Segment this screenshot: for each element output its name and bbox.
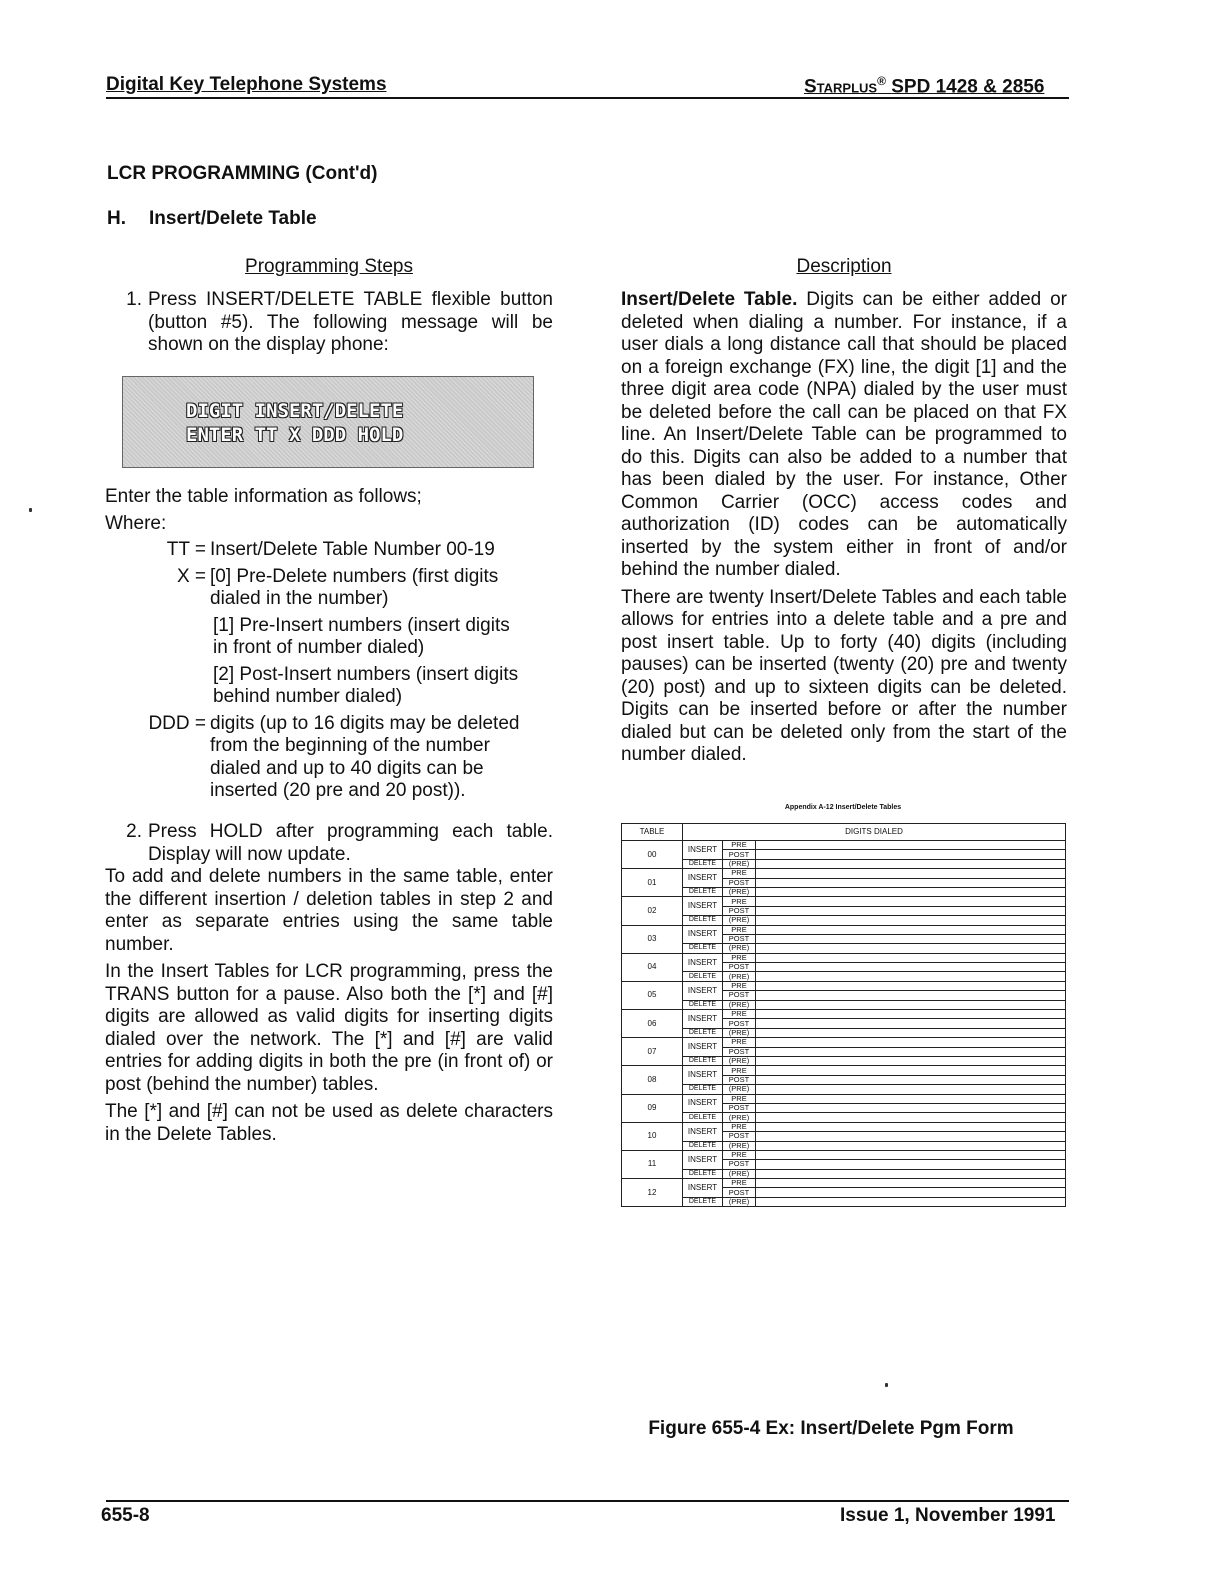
form-row-delete <box>622 1056 1066 1065</box>
step-1-number: 1. <box>126 289 142 310</box>
post-label: POST <box>723 1160 756 1169</box>
digits-entry[interactable] <box>756 1019 1066 1028</box>
insert-label: INSERT <box>683 897 723 916</box>
definitions-block <box>105 486 553 803</box>
description-heading: Description <box>796 256 892 277</box>
x-key: X = <box>176 565 206 587</box>
paragraph-insert-tables: In the Insert Tables for LCR programming, press the TRANS button for a pause. Also both the [*] and [#] digits are allowed as valid digits for inserting digits dialed over the network. The [*] and [#] are valid entries for adding digits in both the pre (in front of) or post (behind the number) tables. <box>105 961 553 1095</box>
pre-label: PRE <box>723 869 756 878</box>
table-number: 10 <box>622 1122 683 1150</box>
digits-entry[interactable] <box>756 963 1066 972</box>
step-1-text: Press INSERT/DELETE TABLE flexible button (button #5). The following message will be shown on the display phone: <box>148 289 553 355</box>
digits-entry[interactable] <box>756 906 1066 915</box>
form-row-pre <box>622 1094 1066 1103</box>
delete-label: DELETE <box>683 1197 723 1206</box>
digits-entry[interactable] <box>756 897 1066 906</box>
x-value-0: [0] Pre-Delete numbers (first digits dialed in the number) <box>210 565 499 609</box>
insert-label: INSERT <box>683 925 723 944</box>
header-model: SPD 1428 & 2856 <box>891 76 1045 98</box>
footer-rule <box>106 1500 1069 1502</box>
x-value-2: [2] Post-Insert numbers (insert digits behind number dialed) <box>213 663 519 707</box>
pre-label: PRE <box>723 981 756 990</box>
scan-mark <box>29 508 32 512</box>
form-row-pre <box>622 841 1066 850</box>
form-row-delete <box>622 916 1066 925</box>
description-paragraph-1 <box>621 289 1067 582</box>
scan-mark <box>885 1383 888 1387</box>
delete-label: DELETE <box>683 1085 723 1094</box>
insert-label: INSERT <box>683 1150 723 1169</box>
digits-entry[interactable] <box>756 1160 1066 1169</box>
step-1 <box>105 289 553 357</box>
lcd-line-2: ENTER TT X DDD HOLD <box>186 424 404 446</box>
pre-label: PRE <box>723 1094 756 1103</box>
delete-pre-label: (PRE) <box>723 916 756 925</box>
insert-label: INSERT <box>683 1179 723 1198</box>
header-right <box>804 74 1044 98</box>
digits-entry[interactable] <box>756 859 1066 868</box>
delete-label: DELETE <box>683 1056 723 1065</box>
digits-entry[interactable] <box>756 981 1066 990</box>
table-column-header: TABLE <box>622 824 683 841</box>
delete-label: DELETE <box>683 887 723 896</box>
delete-label: DELETE <box>683 944 723 953</box>
post-label: POST <box>723 850 756 859</box>
form-row-delete <box>622 887 1066 896</box>
form-row-pre <box>622 1066 1066 1075</box>
digits-entry[interactable] <box>756 1132 1066 1141</box>
post-label: POST <box>723 1188 756 1197</box>
digits-entry[interactable] <box>756 869 1066 878</box>
digits-entry[interactable] <box>756 944 1066 953</box>
header-left: Digital Key Telephone Systems <box>106 74 387 95</box>
digits-entry[interactable] <box>756 1038 1066 1047</box>
form-row-delete <box>622 859 1066 868</box>
pre-label: PRE <box>723 953 756 962</box>
pre-label: PRE <box>723 1122 756 1131</box>
delete-label: DELETE <box>683 1169 723 1178</box>
pre-label: PRE <box>723 841 756 850</box>
delete-pre-label: (PRE) <box>723 859 756 868</box>
delete-pre-label: (PRE) <box>723 1000 756 1009</box>
insert-delete-form-table <box>621 823 1066 1207</box>
delete-pre-label: (PRE) <box>723 1141 756 1150</box>
post-label: POST <box>723 878 756 887</box>
form-row-pre <box>622 953 1066 962</box>
display-phone-lcd <box>122 376 534 468</box>
x-value-1: [1] Pre-Insert numbers (insert digits in front of number dialed) <box>213 614 510 658</box>
pre-label: PRE <box>723 1038 756 1047</box>
delete-label: DELETE <box>683 916 723 925</box>
table-number: 08 <box>622 1066 683 1094</box>
pre-label: PRE <box>723 1010 756 1019</box>
post-label: POST <box>723 991 756 1000</box>
form-row-pre <box>622 1150 1066 1159</box>
delete-pre-label: (PRE) <box>723 887 756 896</box>
delete-label: DELETE <box>683 1141 723 1150</box>
header-brand: Starplus <box>804 76 878 98</box>
table-number: 01 <box>622 869 683 897</box>
digits-entry[interactable] <box>756 1122 1066 1131</box>
header-rule <box>106 97 1069 99</box>
paragraph-delete-tables: The [*] and [#] can not be used as delete characters in the Delete Tables. <box>105 1101 553 1145</box>
table-number: 05 <box>622 981 683 1009</box>
digits-entry[interactable] <box>756 1113 1066 1122</box>
insert-label: INSERT <box>683 1066 723 1085</box>
registered-mark: ® <box>877 74 886 88</box>
pre-label: PRE <box>723 1150 756 1159</box>
delete-pre-label: (PRE) <box>723 944 756 953</box>
delete-pre-label: (PRE) <box>723 1197 756 1206</box>
step-2-text: Press HOLD after programming each table. Display will now update. <box>148 821 553 865</box>
form-row-delete <box>622 944 1066 953</box>
digits-entry[interactable] <box>756 953 1066 962</box>
post-label: POST <box>723 1103 756 1112</box>
table-number: 12 <box>622 1179 683 1207</box>
digits-entry[interactable] <box>756 1179 1066 1188</box>
subsection-name: Insert/Delete Table <box>149 208 317 229</box>
insert-label: INSERT <box>683 1010 723 1029</box>
x-definition <box>105 566 553 611</box>
programming-steps-heading: Programming Steps <box>245 256 413 277</box>
insert-label: INSERT <box>683 1038 723 1057</box>
table-number: 07 <box>622 1038 683 1066</box>
delete-pre-label: (PRE) <box>723 1113 756 1122</box>
post-label: POST <box>723 963 756 972</box>
table-number: 03 <box>622 925 683 953</box>
enter-info-text: Enter the table information as follows; <box>105 486 422 507</box>
left-paragraphs <box>105 866 553 1146</box>
digits-entry[interactable] <box>756 850 1066 859</box>
footer-page-number: 655-8 <box>101 1505 150 1526</box>
delete-label: DELETE <box>683 1028 723 1037</box>
pre-label: PRE <box>723 1179 756 1188</box>
digits-entry[interactable] <box>756 1000 1066 1009</box>
digits-entry[interactable] <box>756 916 1066 925</box>
step-2 <box>105 821 553 866</box>
step-2-number: 2. <box>126 821 142 842</box>
delete-pre-label: (PRE) <box>723 1056 756 1065</box>
delete-label: DELETE <box>683 1113 723 1122</box>
table-number: 04 <box>622 953 683 981</box>
digits-entry[interactable] <box>756 925 1066 934</box>
digits-entry[interactable] <box>756 934 1066 943</box>
lcd-line-1: DIGIT INSERT/DELETE <box>186 400 404 422</box>
digits-entry[interactable] <box>756 1056 1066 1065</box>
delete-label: DELETE <box>683 859 723 868</box>
footer-issue: Issue 1, November 1991 <box>840 1505 1056 1526</box>
form-row-delete <box>622 1169 1066 1178</box>
digits-entry[interactable] <box>756 1141 1066 1150</box>
pre-label: PRE <box>723 897 756 906</box>
tt-definition <box>105 539 553 562</box>
form-row-pre <box>622 1010 1066 1019</box>
description-body <box>621 289 1067 767</box>
paragraph-same-table: To add and delete numbers in the same table, enter the different insertion / deletion tables in step 2 and enter as separate entries using the same table number. <box>105 866 553 955</box>
form-row-pre <box>622 897 1066 906</box>
digits-entry[interactable] <box>756 1047 1066 1056</box>
form-row-delete <box>622 972 1066 981</box>
digits-entry[interactable] <box>756 1197 1066 1206</box>
form-row-delete <box>622 1085 1066 1094</box>
tt-value: Insert/Delete Table Number 00-19 <box>210 539 495 560</box>
description-lead: Insert/Delete Table. <box>621 289 798 310</box>
where-text: Where: <box>105 512 167 534</box>
form-row-delete <box>622 1113 1066 1122</box>
subsection-label: H. <box>107 208 126 229</box>
post-label: POST <box>723 1047 756 1056</box>
tt-key: TT = <box>166 539 206 560</box>
digits-entry[interactable] <box>756 1150 1066 1159</box>
table-number: 11 <box>622 1150 683 1178</box>
digits-entry[interactable] <box>756 1028 1066 1037</box>
insert-label: INSERT <box>683 1122 723 1141</box>
digits-entry[interactable] <box>756 991 1066 1000</box>
form-row-delete <box>622 1141 1066 1150</box>
digits-dialed-header: DIGITS DIALED <box>683 824 1066 841</box>
post-label: POST <box>723 1075 756 1084</box>
delete-pre-label: (PRE) <box>723 972 756 981</box>
post-label: POST <box>723 906 756 915</box>
delete-label: DELETE <box>683 1000 723 1009</box>
pre-label: PRE <box>723 1066 756 1075</box>
digits-entry[interactable] <box>756 878 1066 887</box>
form-row-delete <box>622 1197 1066 1206</box>
appendix-caption: Appendix A-12 Insert/Delete Tables <box>784 804 902 811</box>
table-number: 06 <box>622 1010 683 1038</box>
form-header-row <box>622 824 1066 841</box>
insert-label: INSERT <box>683 953 723 972</box>
digits-entry[interactable] <box>756 1010 1066 1019</box>
post-label: POST <box>723 1019 756 1028</box>
pre-label: PRE <box>723 925 756 934</box>
digits-entry[interactable] <box>756 841 1066 850</box>
digits-entry[interactable] <box>756 1066 1066 1075</box>
delete-pre-label: (PRE) <box>723 1085 756 1094</box>
form-row-pre <box>622 869 1066 878</box>
subsection-title <box>107 208 317 230</box>
table-number: 02 <box>622 897 683 925</box>
insert-label: INSERT <box>683 981 723 1000</box>
table-number: 00 <box>622 841 683 869</box>
table-number: 09 <box>622 1094 683 1122</box>
digits-entry[interactable] <box>756 1094 1066 1103</box>
digits-entry[interactable] <box>756 1188 1066 1197</box>
description-text-1: Digits can be either added or deleted when dialing a number. For instance, if a user dials a long distance call that should be placed on a foreign exchange (FX) line, the digit [1] and the three digit area code (NPA) dialed by the user must be deleted before the call can be placed on that FX line. An Insert/Delete Table can be programmed to do this. Digits can also be added to a number that has been dialed by the user. For instance, Other Common Carrier (OCC) access codes and authorization (ID) codes can be automatically inserted by the system either in front of and/or behind the number dialed. <box>621 289 1067 580</box>
insert-label: INSERT <box>683 1094 723 1113</box>
digits-entry[interactable] <box>756 887 1066 896</box>
form-row-delete <box>622 1000 1066 1009</box>
post-label: POST <box>723 934 756 943</box>
post-label: POST <box>723 1132 756 1141</box>
ddd-value: digits (up to 16 digits may be deleted from the beginning of the number dialed and up to 40 digits can be inserted (20 pre and 20 post)). <box>210 712 520 801</box>
ddd-key: DDD = <box>148 712 206 734</box>
form-row-delete <box>622 1028 1066 1037</box>
form-row-pre <box>622 1179 1066 1188</box>
section-title: LCR PROGRAMMING (Cont'd) <box>107 163 378 184</box>
digits-entry[interactable] <box>756 1075 1066 1084</box>
delete-label: DELETE <box>683 972 723 981</box>
digits-entry[interactable] <box>756 1103 1066 1112</box>
description-paragraph-2: There are twenty Insert/Delete Tables and each table allows for entries into a delete table and a pre and post insert table. Up to forty (40) digits (including pauses) can be inserted (twenty (20) pre and twenty (20) post) and up to sixteen digits can be deleted. Digits can be inserted before or after the number dialed but can be deleted only from the start of the number dialed. <box>621 586 1067 765</box>
digits-entry[interactable] <box>756 1169 1066 1178</box>
insert-label: INSERT <box>683 841 723 860</box>
form-row-pre <box>622 1122 1066 1131</box>
figure-caption: Figure 655-4 Ex: Insert/Delete Pgm Form <box>648 1418 1014 1439</box>
digits-entry[interactable] <box>756 972 1066 981</box>
form-row-pre <box>622 925 1066 934</box>
ddd-definition <box>105 713 553 803</box>
delete-pre-label: (PRE) <box>723 1028 756 1037</box>
digits-entry[interactable] <box>756 1085 1066 1094</box>
form-row-pre <box>622 1038 1066 1047</box>
delete-pre-label: (PRE) <box>723 1169 756 1178</box>
insert-label: INSERT <box>683 869 723 888</box>
form-row-pre <box>622 981 1066 990</box>
